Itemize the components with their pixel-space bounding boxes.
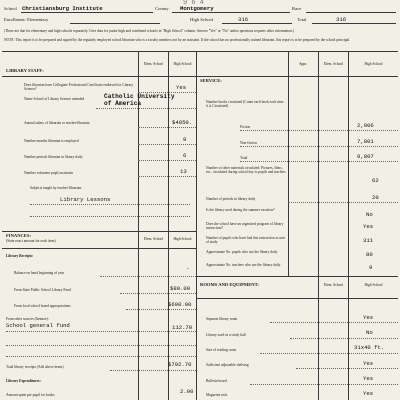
receipt-other-label: From other sources (Itemize): [6, 317, 49, 321]
staff-a-school-line2: of America [104, 100, 142, 107]
rooms-a-bulletin: Yes [363, 375, 374, 382]
rooms-q-separate: Separate library room [206, 317, 238, 321]
school-name: Christiansburg Institute [22, 5, 103, 12]
expenditure-books-value: 2.00 [180, 388, 194, 395]
service-nonfiction-label: Non-fiction [240, 141, 257, 145]
rooms-q-bulletin: Bulletin board [206, 379, 227, 383]
receipt-balance-value: - [186, 265, 190, 272]
rooms-q-size: Size of reading room [206, 348, 237, 352]
service-title: SERVICE: [200, 78, 222, 83]
staff-q-salary: Annual salary of librarian or teacher-librarian [24, 121, 90, 125]
race-label: Race [292, 6, 302, 11]
rooms-title: ROOMS AND EQUIPMENT: [200, 282, 259, 287]
staff-a-volunteers: 13 [180, 168, 187, 175]
service-fiction-label: Fiction [240, 125, 251, 129]
rooms-col-high: High School [364, 283, 383, 287]
receipt-other-detail: School general fund [6, 322, 70, 329]
receipts-total-value: $792.70 [168, 361, 192, 368]
service-q-periods: Number of periods in library daily [206, 197, 256, 201]
staff-q-months: Number months librarian is employed [24, 139, 79, 143]
enrollment-label: Enrollment: Elementary [4, 17, 49, 22]
service-q-instruction: Does the school have an organized program of library instruction? [206, 222, 284, 231]
high-school-label: High School [190, 17, 214, 22]
receipt-other-value: 112.70 [172, 324, 193, 331]
expenditures-label: Library Expenditures: [6, 379, 41, 383]
finances-col-high: High School [173, 237, 192, 241]
service-nonfiction-value: 7,801 [357, 138, 374, 145]
county-name: Montgomery [180, 5, 214, 12]
instructions-note: (These are due for elementary and high schools separately. Give data for junior high and combined schools in "High School" column. Answer "Yes" or "No" unless questions requires other information.) [4, 29, 295, 33]
library-staff-title: LIBRARY STAFF: [6, 68, 44, 73]
service-a-teachers-daily: 9 [369, 264, 373, 271]
receipt-state-value: $80.00 [170, 285, 191, 292]
expenditure-books-label: Amount spent per pupil for books [6, 393, 55, 397]
rooms-q-shelving: Sufficient adjustable shelving [206, 363, 249, 367]
school-label: School [4, 6, 17, 11]
service-total-value: 9,807 [357, 153, 374, 160]
rooms-q-magazine: Magazine rack [206, 393, 228, 397]
service-col-high: High School [364, 62, 383, 66]
service-a-summer: No [366, 211, 373, 218]
staff-a-months: 9 [183, 136, 187, 143]
staff-q-certificate: Does librarian have Collegiate Professional Certificate endorsed for Library Science? [24, 83, 134, 92]
total-enrollment: 316 [336, 16, 347, 23]
service-q-materials: Number of other materials circulated: Pictures, films, etc., circulated during school day to pupils and teachers [206, 166, 286, 175]
librarian-note: NOTE: This report is to be prepared and signed by the regularly employed school librarian who is a faculty member, not by an assistant. If the school has no professionally trained librarian, this report is to be prepared by the school principal. [4, 38, 350, 42]
total-label: Total [297, 17, 307, 22]
service-q-books: Number books circulated (Count each book each time it is Circulated) [206, 100, 284, 109]
staff-q-periods: Number periods librarian in library daily [24, 155, 83, 159]
staff-a-certificate: Yes [176, 84, 187, 91]
staff-q-subjects: Subjects taught by teacher-librarian: [30, 186, 83, 190]
receipt-local-value: $600.00 [168, 301, 192, 308]
rooms-a-size: 31x40 ft. [354, 344, 385, 351]
service-q-teachers-daily: Approximate No. teachers who use the library daily [206, 263, 281, 267]
service-q-units: Number of pupils who have had this instruction as unit of study [206, 236, 285, 245]
service-col-aug: Appr. [298, 62, 308, 66]
service-a-instruction: Yes [363, 223, 374, 230]
staff-q-volunteers: Number volunteer pupil assistants [24, 171, 74, 175]
rooms-q-study-hall: Library used as a study hall [206, 333, 246, 337]
staff-a-subjects: Library Lessons [60, 196, 111, 203]
staff-col-elem: Elem. School [143, 62, 164, 66]
service-a-pupils-daily: 80 [366, 251, 373, 258]
staff-q-school: Name School of Library Science attended [24, 97, 85, 101]
receipt-state-label: From State Public School Library Fund [14, 288, 71, 292]
staff-col-high: High School [173, 62, 192, 66]
service-q-pupils-daily: Approximate No. pupils who use the library daily [206, 250, 278, 254]
service-col-elem: Elem. School [323, 62, 344, 66]
service-q-summer: Is the library used during the summer vacation? [206, 208, 275, 212]
rooms-a-study-hall: No [366, 329, 373, 336]
receipts-total-label: Total library receipts (Add above items) [6, 365, 64, 369]
rooms-a-magazine: Yes [363, 390, 374, 397]
finances-subtitle: (State exact amount for each item) [6, 239, 56, 243]
staff-a-school-line1: Catholic University [104, 93, 175, 100]
rooms-a-shelving: Yes [363, 360, 374, 367]
rooms-col-elem: Elem. School [323, 283, 344, 287]
service-fiction-value: 2,006 [357, 122, 374, 129]
staff-a-salary: $4950. [172, 119, 193, 126]
finances-title: FINANCES: [6, 233, 32, 238]
service-a-materials: 62 [372, 177, 379, 184]
receipt-balance-label: Balance on hand beginning of year [14, 271, 65, 275]
finances-col-elem: Elem. School [143, 237, 164, 241]
service-a-periods: 20 [372, 194, 379, 201]
staff-a-periods: 6 [183, 152, 187, 159]
service-total-label: Total [240, 156, 248, 160]
county-label: County [155, 6, 169, 11]
service-a-units: 311 [363, 237, 374, 244]
handwritten-stamp: 9 6 4 [183, 0, 205, 7]
rooms-a-separate: Yes [363, 314, 374, 321]
receipt-local-label: From local school board appropriations [14, 304, 71, 308]
receipts-label: Library Receipts: [6, 254, 34, 258]
high-school-enrollment: 316 [238, 16, 249, 23]
